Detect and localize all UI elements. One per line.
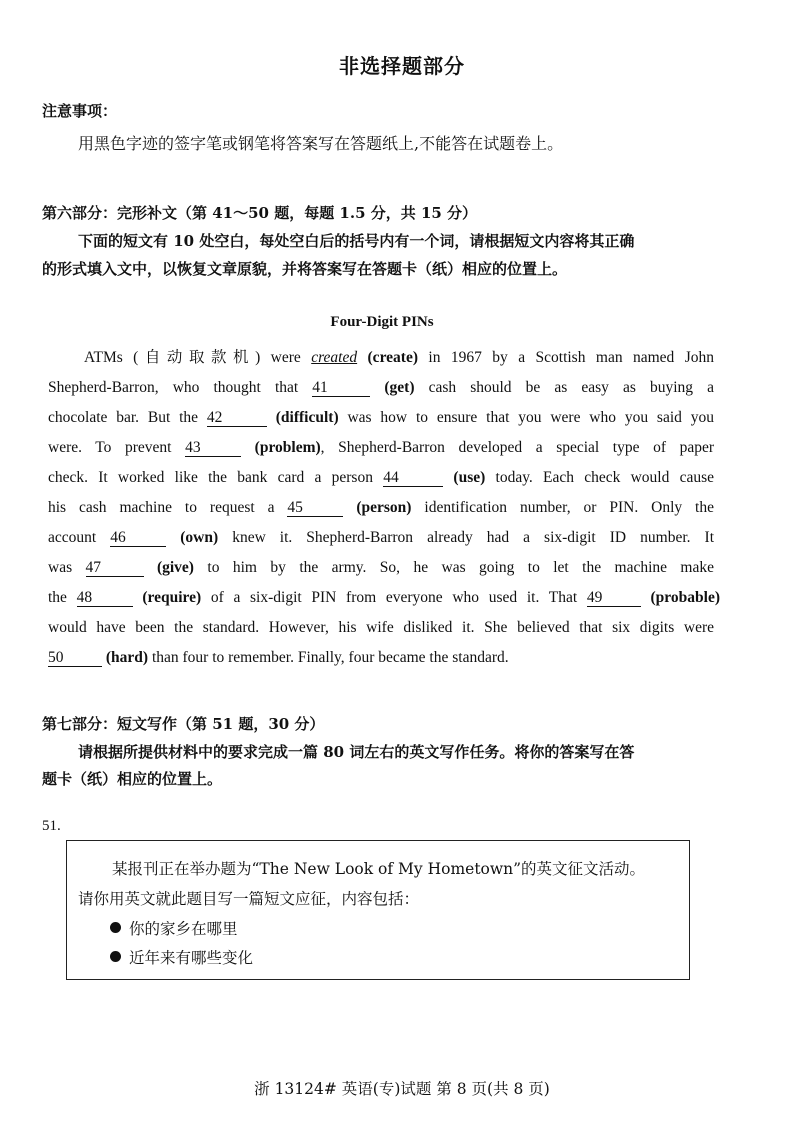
question-number: 51. [42, 818, 61, 834]
blank-45[interactable]: 45 [287, 500, 343, 517]
passage-line: chocolate bar. But the 42 (difficult) was how to ensure that you were who you said you [48, 409, 714, 426]
blank-43[interactable]: 43 [185, 440, 241, 457]
blank-50[interactable]: 50 [48, 650, 102, 667]
passage-line: Shepherd-Barron, who thought that 41 (get) cash should be as easy as buying a [48, 379, 714, 396]
passage-line: check. It worked like the bank card a person 44 (use) today. Each check would cause [48, 469, 715, 486]
blank-47[interactable]: 47 [86, 560, 144, 577]
blank-42[interactable]: 42 [207, 410, 267, 427]
passage-line: his cash machine to request a 45 (person) identification number, or PIN. Only the [48, 499, 714, 516]
blank-44[interactable]: 44 [383, 470, 443, 487]
passage-line: ATMs (自动取款机) were created (create) in 1967 by a Scottish man named John [84, 349, 714, 366]
bullet-dot-icon [110, 951, 121, 962]
passage-title: Four-Digit PINs [330, 314, 434, 330]
section7-instruction-line1: 请根据所提供材料中的要求完成一篇 80 词左右的英文写作任务。将你的答案写在答 [78, 743, 635, 761]
blank-41[interactable]: 41 [312, 380, 370, 397]
notice-heading: 注意事项： [42, 102, 118, 120]
section6-instruction-line1: 下面的短文有 10 处空白，每处空白后的括号内有一个词，请根据短文内容将其正确 [78, 232, 635, 250]
passage-line: the 48 (require) of a six-digit PIN from everyone who used it. That 49 (probable) [48, 589, 720, 606]
prompt-line2: 请你用英文就此题目写一篇短文应征，内容包括： [78, 890, 420, 908]
prompt-line1: 某报刊正在举办题为“The New Look of My Hometown”的英文征文活动。 [112, 860, 646, 878]
bullet-dot-icon [110, 922, 121, 933]
example-answer: created [311, 349, 358, 366]
section7-instruction-line2: 题卡（纸）相应的位置上。 [42, 770, 223, 788]
prompt-bullet: 近年来有哪些变化 [110, 946, 253, 968]
passage-line: 50 (hard) than four to remember. Finally, four became the standard. [48, 649, 509, 666]
section7-heading: 第七部分：短文写作（第 51 题，30 分） [42, 715, 325, 733]
page-footer: 浙 13124# 英语(专)试题 第 8 页(共 8 页) [254, 1080, 550, 1098]
section6-heading: 第六部分：完形补文（第 41～50 题，每题 1.5 分，共 15 分） [42, 204, 478, 222]
prompt-bullet: 你的家乡在哪里 [110, 917, 238, 939]
passage-line: account 46 (own) knew it. Shepherd-Barron already had a six-digit ID number. It [48, 529, 714, 546]
passage-line: would have been the standard. However, his wife disliked it. She believed that six digits were [48, 619, 714, 636]
page-title: 非选择题部分 [339, 54, 465, 78]
section6-instruction-line2: 的形式填入文中，以恢复文章原貌，并将答案写在答题卡（纸）相应的位置上。 [42, 260, 568, 278]
blank-48[interactable]: 48 [77, 590, 133, 607]
blank-49[interactable]: 49 [587, 590, 641, 607]
passage-line: was 47 (give) to him by the army. So, he was going to let the machine make [48, 559, 714, 576]
notice-body: 用黑色字迹的签字笔或钢笔将答案写在答题纸上,不能答在试题卷上。 [78, 134, 564, 153]
passage-line: were. To prevent 43 (problem), Shepherd-Barron developed a special type of paper [48, 439, 714, 456]
blank-46[interactable]: 46 [110, 530, 166, 547]
